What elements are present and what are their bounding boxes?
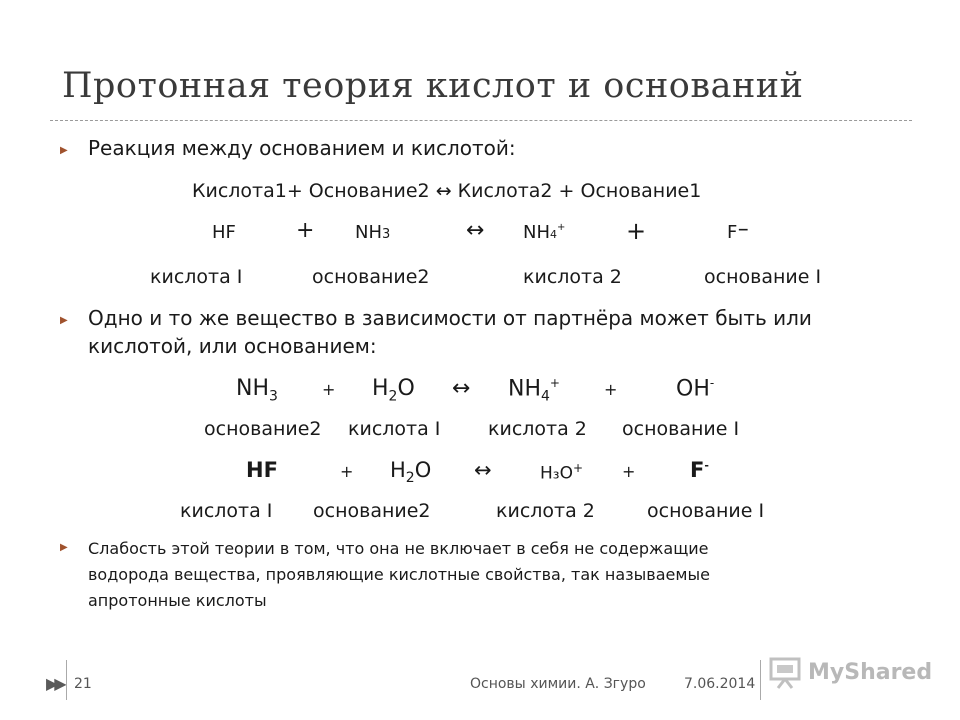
- role-3-2: основание2: [313, 500, 431, 522]
- role-1-2: основание2: [312, 266, 430, 288]
- presentation-icon: [768, 656, 804, 690]
- watermark-logo: [768, 656, 933, 694]
- eq1-hf: HF: [212, 222, 236, 243]
- role-3-1: кислота I: [180, 500, 273, 522]
- eq1-plus-1: +: [296, 218, 315, 243]
- roles-row-1: [0, 266, 960, 294]
- eq1-nh4: NH4+: [523, 222, 566, 243]
- role-3-3: кислота 2: [496, 500, 595, 522]
- eq2-plus-1: +: [322, 380, 336, 399]
- footer-course-name: Основы химии. А. Згуро: [470, 676, 646, 692]
- eq1-f: F−: [727, 222, 750, 243]
- bullet-arrow-icon: ▶: [60, 145, 68, 156]
- roles-row-3: [0, 500, 960, 528]
- eq3-h3o: H₃O+: [540, 461, 584, 484]
- role-2-3: кислота 2: [488, 418, 587, 440]
- eq2-nh3: $NH_3$: [236, 376, 278, 405]
- eq3-f: F-: [690, 458, 709, 482]
- footer-divider: [760, 660, 761, 700]
- bullet-2-line-1: Одно и то же вещество в зависимости от партнёра может быть или: [88, 306, 812, 330]
- eq1-arrow-icon: ↔: [466, 218, 485, 243]
- eq2-oh: OH-: [676, 376, 715, 402]
- roles-row-2: [0, 418, 960, 446]
- slide-number: 21: [74, 676, 92, 692]
- role-1-1: кислота I: [150, 266, 243, 288]
- equation-2: [0, 376, 960, 408]
- role-2-2: кислота I: [348, 418, 441, 440]
- eq3-arrow-icon: ↔: [474, 458, 492, 482]
- bullet-1-text: Реакция между основанием и кислотой:: [88, 136, 516, 160]
- title-divider: [50, 120, 912, 121]
- equation-3: [0, 458, 960, 490]
- eq1-plus-2: +: [626, 217, 647, 245]
- role-1-4: основание I: [704, 266, 822, 288]
- eq3-h2o: $H_2O$: [390, 458, 432, 487]
- footer-date: 7.06.2014: [684, 676, 756, 692]
- bullet-arrow-icon: ▶: [60, 542, 68, 553]
- role-2-1: основание2: [204, 418, 322, 440]
- footer-chevron-icon: ▶▶: [46, 674, 63, 693]
- slide-title: Протонная теория кислот и оснований: [62, 66, 804, 106]
- eq2-arrow-icon: ↔: [452, 376, 471, 401]
- bullet-3-line-3: апротонные кислоты: [88, 591, 267, 610]
- general-scheme: Кислота1+ Основание2 ↔ Кислота2 + Основание1: [192, 180, 702, 202]
- role-2-4: основание I: [622, 418, 740, 440]
- bullet-3-line-1: Слабость этой теории в том, что она не включает в себя не содержащие: [88, 539, 709, 558]
- eq2-h2o: $H_2O$: [372, 376, 415, 405]
- footer-divider: [66, 660, 67, 700]
- role-1-3: кислота 2: [523, 266, 622, 288]
- bullet-2-line-2: кислотой, или основанием:: [88, 334, 377, 358]
- eq2-plus-2: +: [604, 380, 618, 399]
- bullet-3-line-2: водорода вещества, проявляющие кислотные свойства, так называемые: [88, 565, 710, 584]
- eq3-hf: HF: [246, 458, 278, 482]
- eq2-nh4: $NH_4^+$: [508, 376, 560, 405]
- eq3-plus-1: +: [340, 462, 354, 481]
- equation-1: [0, 217, 960, 252]
- bullet-arrow-icon: ▶: [60, 315, 68, 326]
- watermark-text: MyShared: [808, 660, 933, 685]
- eq3-plus-2: +: [622, 462, 636, 481]
- eq1-nh3: NH3: [355, 222, 391, 243]
- role-3-4: основание I: [647, 500, 765, 522]
